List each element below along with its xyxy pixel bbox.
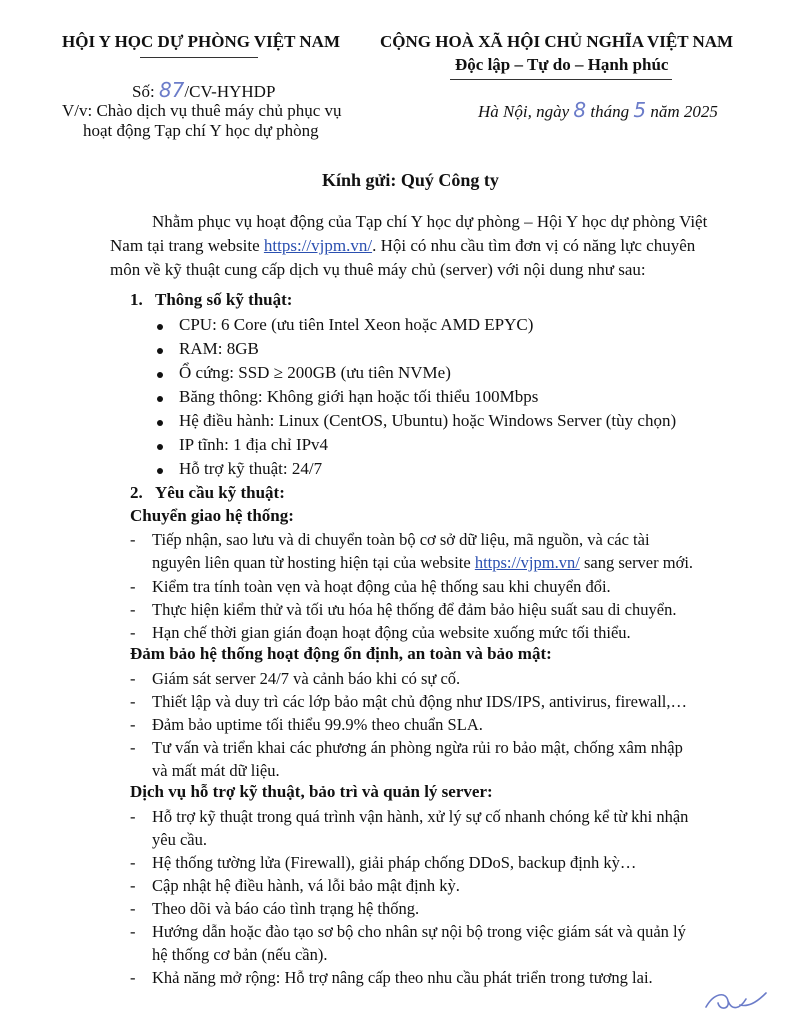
dash-marker: - [130,876,136,895]
country-name: CỘNG HOÀ XÃ HỘI CHỦ NGHĨA VIỆT NAM [380,32,734,51]
date-month-word: tháng [590,102,630,121]
dash-marker: - [130,577,136,596]
intro-line-2-prefix: Nam tại trang website [110,236,260,255]
initials-signature-icon [700,985,770,1017]
dash-marker: - [130,623,136,642]
org-underline [140,57,258,58]
date-year: năm 2025 [650,102,718,121]
intro-line-2 [110,236,695,256]
reference-number [132,78,275,102]
dash-marker: - [130,600,136,619]
ref-prefix: Số: [132,82,155,101]
bullet-dot-icon [157,420,163,426]
intro-line-1: Nhằm phục vụ hoạt động của Tạp chí Y học dự phòng – Hội Y học dự phòng Việt [152,212,708,231]
group-heading-transfer: Chuyển giao hệ thống: [130,506,294,525]
organization-name: HỘI Y HỌC DỰ PHÒNG VIỆT NAM [62,32,340,51]
requirement-text: Cập nhật hệ điều hành, vá lỗi bảo mật định kỳ. [152,876,460,895]
requirement-text: Thiết lập và duy trì các lớp bảo mật chủ động như IDS/IPS, antivirus, firewall,… [152,692,688,711]
requirement-text: Hệ thống tường lửa (Firewall), giải pháp chống DDoS, backup định kỳ… [152,853,637,872]
section-1-title: Thông số kỹ thuật: [155,290,293,309]
spec-item-text: CPU: 6 Core (ưu tiên Intel Xeon hoặc AMD EPYC) [179,315,534,334]
ref-suffix: /CV-HYHDP [184,82,276,101]
requirement-text: Thực hiện kiểm thử và tối ưu hóa hệ thống để đảm bảo hiệu suất sau di chuyển. [152,600,677,619]
spec-item-text: IP tĩnh: 1 địa chỉ IPv4 [179,435,329,454]
requirement-text-line2: nguyên liên quan từ hosting hiện tại của website https://vjpm.vn/ sang server mới. [152,553,694,572]
requirement-text: Tư vấn và triển khai các phương án phòng ngừa rủi ro bảo mật, chống xâm nhập [152,738,683,757]
subject-line-2: hoạt động Tạp chí Y học dự phòng [83,121,319,140]
dash-marker: - [130,669,136,688]
requirement-text: Hướng dẫn hoặc đào tạo sơ bộ cho nhân sự nội bộ trong việc giám sát và quản lý [152,922,686,941]
requirement-text: Hỗ trợ kỹ thuật trong quá trình vận hành, xử lý sự cố nhanh chóng kể từ khi nhận [152,807,689,826]
handwritten-ref-number: 87 [158,78,185,102]
requirement-text-line2: và mất mát dữ liệu. [152,761,280,780]
section-2-title: Yêu cầu kỹ thuật: [155,483,285,502]
section-1-number: 1. [130,290,143,309]
requirement-text: Kiểm tra tính toàn vẹn và hoạt động của hệ thống sau khi chuyển đổi. [152,577,611,596]
spec-item-text: Hỗ trợ kỹ thuật: 24/7 [179,459,323,478]
requirement-text-line2: hệ thống cơ bản (nếu cần). [152,945,328,964]
dash-marker: - [130,807,136,826]
requirement-text: Tiếp nhận, sao lưu và di chuyển toàn bộ cơ sở dữ liệu, mã nguồn, và các tài [152,530,650,549]
date-place: Hà Nội, ngày [478,102,570,121]
bullet-dot-icon [157,324,163,330]
bullet-dot-icon [157,372,163,378]
date-line [478,98,718,122]
handwritten-month: 5 [633,98,647,122]
intro-line-3: môn về kỹ thuật cung cấp dịch vụ thuê máy chủ (server) với nội dung như sau: [110,260,646,279]
handwritten-day: 8 [573,98,587,122]
intro-line-2-suffix: . Hội có nhu cầu tìm đơn vị có năng lực chuyên [372,236,696,255]
dash-marker: - [130,692,136,711]
dash-marker: - [130,853,136,872]
requirement-text: Khả năng mở rộng: Hỗ trợ nâng cấp theo nhu cầu phát triển trong tương lai. [152,968,653,987]
bullet-dot-icon [157,468,163,474]
requirement-text: Đảm bảo uptime tối thiểu 99.9% theo chuẩn SLA. [152,715,483,734]
requirement-text: Theo dõi và báo cáo tình trạng hệ thống. [152,899,420,918]
dash-marker: - [130,715,136,734]
dash-marker: - [130,968,136,987]
bullet-dot-icon [157,396,163,402]
website-link[interactable]: https://vjpm.vn/ [263,236,373,255]
section-2-number: 2. [130,483,143,502]
spec-item-text: Hệ điều hành: Linux (CentOS, Ubuntu) hoặc Windows Server (tùy chọn) [179,411,677,430]
dash-marker: - [130,530,136,549]
requirement-text: Giám sát server 24/7 và cảnh báo khi có sự cố. [152,669,461,688]
spec-item-text: Ổ cứng: SSD ≥ 200GB (ưu tiên NVMe) [179,363,451,382]
dash-marker: - [130,738,136,757]
dash-marker: - [130,922,136,941]
dash-marker: - [130,899,136,918]
motto-underline [450,79,672,80]
bullet-dot-icon [157,348,163,354]
group-heading-support: Dịch vụ hỗ trợ kỹ thuật, bảo trì và quản lý server: [130,782,493,801]
subject-line-1: V/v: Chào dịch vụ thuê máy chủ phục vụ [62,101,342,120]
national-motto: Độc lập – Tự do – Hạnh phúc [455,55,669,74]
website-link[interactable]: https://vjpm.vn/ [474,553,580,572]
spec-item-text: Băng thông: Không giới hạn hoặc tối thiểu 100Mbps [179,387,539,406]
requirement-text: Hạn chế thời gian gián đoạn hoạt động của website xuống mức tối thiểu. [152,623,631,642]
group-heading-security: Đảm bảo hệ thống hoạt động ổn định, an toàn và bảo mật: [130,644,552,663]
spec-item-text: RAM: 8GB [179,339,259,358]
requirement-text-line2: yêu cầu. [152,830,207,849]
salutation: Kính gửi: Quý Công ty [322,170,499,190]
bullet-dot-icon [157,444,163,450]
